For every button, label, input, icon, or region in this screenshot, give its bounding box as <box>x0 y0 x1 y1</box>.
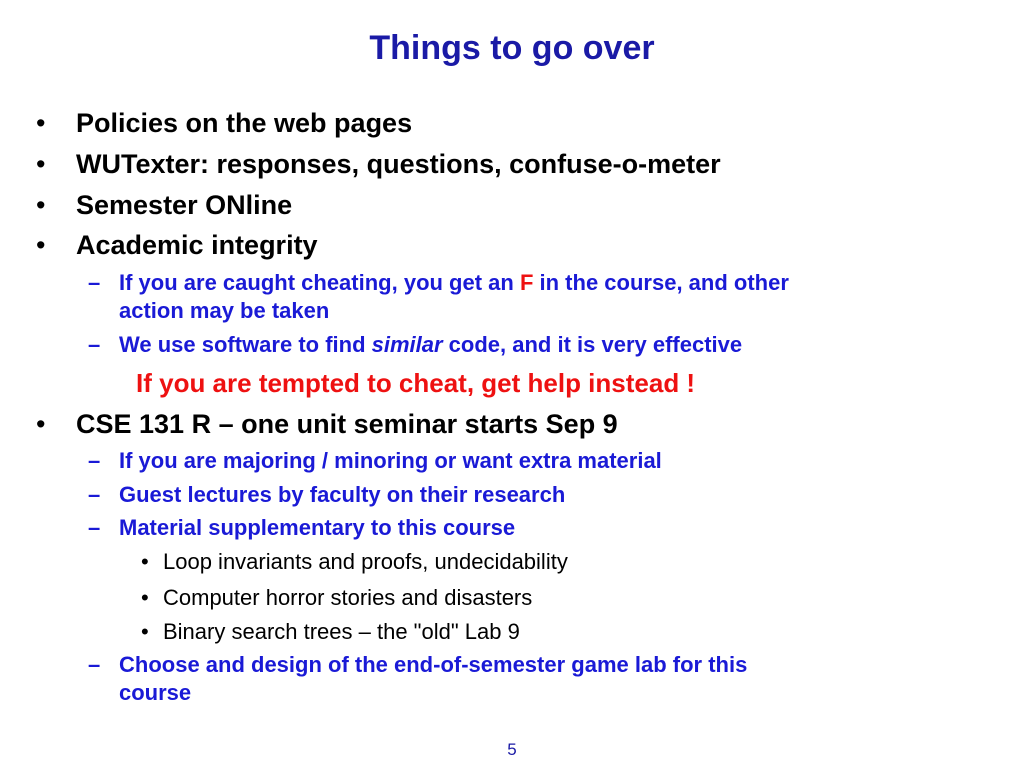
dash-icon: – <box>88 652 101 677</box>
sub-sub-item-text: Loop invariants and proofs, undecidability <box>163 549 568 574</box>
bullet-text: Academic integrity <box>76 230 318 260</box>
cheat-text-a: If you are caught cheating, you get an <box>119 270 520 295</box>
bullet-icon: • <box>36 108 46 138</box>
bullet-icon: • <box>141 585 149 610</box>
sub-item-text: If you are majoring / minoring or want extra material <box>119 448 662 473</box>
grade-f: F <box>519 270 534 295</box>
bullet-text: Policies on the web pages <box>76 108 413 138</box>
sub-sub-item-text: Binary search trees – the "old" Lab 9 <box>163 619 520 644</box>
sub-item-text: Guest lectures by faculty on their research <box>119 482 566 507</box>
bullet-icon: • <box>36 149 46 179</box>
sub-item-text <box>119 269 789 297</box>
sub-item-text <box>119 331 742 359</box>
dash-icon: – <box>88 270 101 295</box>
sub-item-cheating-continued: action may be taken <box>119 298 330 323</box>
dash-icon: – <box>88 515 101 540</box>
sub-item-text: Choose and design of the end-of-semester game lab for this <box>119 652 748 677</box>
dash-icon: – <box>88 448 101 473</box>
bullet-icon: • <box>141 619 149 644</box>
cheat-text-b: in the course, and other <box>533 270 789 295</box>
bullet-icon: • <box>36 190 46 220</box>
bullet-text: Semester ONline <box>76 190 293 220</box>
bullet-text: WUTexter: responses, questions, confuse-o-meter <box>76 149 721 179</box>
dash-icon: – <box>88 482 101 507</box>
sub-item-game-lab-continued: course <box>119 680 192 705</box>
software-emphasis: similar <box>371 332 443 357</box>
bullet-icon: • <box>36 409 46 439</box>
warning-callout: If you are tempted to cheat, get help instead ! <box>136 368 696 398</box>
sub-sub-item-text: Computer horror stories and disasters <box>163 585 533 610</box>
sub-item-text: Material supplementary to this course <box>119 515 516 540</box>
slide-title: Things to go over <box>369 29 655 67</box>
dash-icon: – <box>88 332 101 357</box>
bullet-icon: • <box>141 549 149 574</box>
software-text-a: We use software to find <box>119 332 372 357</box>
bullet-icon: • <box>36 230 46 260</box>
page-number: 5 <box>507 740 517 759</box>
bullet-text: CSE 131 R – one unit seminar starts Sep 9 <box>76 409 618 439</box>
software-text-b: code, and it is very effective <box>442 332 743 357</box>
